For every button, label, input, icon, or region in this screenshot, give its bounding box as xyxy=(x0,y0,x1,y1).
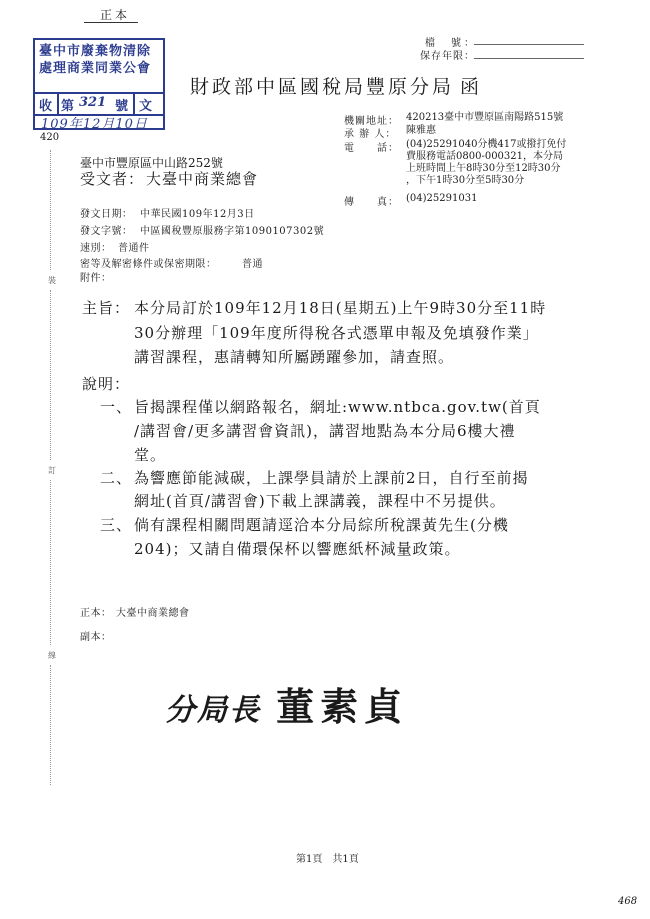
copy-mark-underline xyxy=(84,22,138,23)
explanation-line: 倘有課程相關問題請逕洽本分局綜所稅課黃先生(分機 xyxy=(134,516,509,534)
security-label: 密等及解密條件或保密期限： xyxy=(80,259,217,270)
document-number-label: 發文字號： xyxy=(80,226,133,237)
explanation-line: 網址(首頁/講習會)下載上課講義，課程中不另提供。 xyxy=(134,492,506,510)
subject-line: 講習課程，惠請轉知所屬踴躍參加，請查照。 xyxy=(134,348,455,366)
stamp-number: 321 xyxy=(79,95,107,110)
explanation-line: 堂。 xyxy=(134,446,167,464)
binding-mark-line: 線 xyxy=(48,651,56,660)
original-recipient: 大臺中商業總會 xyxy=(116,608,190,619)
file-number-line xyxy=(474,44,584,45)
phone-line: (04)25291040分機417或撥打免付 xyxy=(406,139,567,150)
file-number-label: 檔 號： xyxy=(425,38,477,49)
stamp-receive: 收 xyxy=(39,99,53,114)
binding-mark-bind: 裝 xyxy=(48,276,56,285)
stamp-number-suffix: 號 xyxy=(115,99,129,114)
speed-label: 速別： xyxy=(80,243,112,254)
subject-label: 主旨： xyxy=(82,299,131,317)
agency-address: 420213臺中市豐原區南陽路515號 xyxy=(406,112,564,123)
fax-number: (04)25291031 xyxy=(406,193,478,204)
handler-label: 承 辦 人： xyxy=(344,129,397,140)
page-number: 第1頁 共1頁 xyxy=(296,854,359,865)
explanation-marker: 三、 xyxy=(100,516,133,534)
receipt-stamp xyxy=(33,38,165,130)
signature-block xyxy=(165,676,408,731)
explanation-line: /講習會/更多講習會資訊)，講習地點為本分局6樓大禮 xyxy=(134,422,516,440)
binding-dotted-line xyxy=(50,290,51,460)
corner-note: 468 xyxy=(618,896,638,907)
phone-line: 費服務電話0800-000321，本分局 xyxy=(406,151,564,162)
explanation-label: 說明： xyxy=(82,375,131,393)
retention-label: 保存年限： xyxy=(420,51,475,62)
subject-line: 本分局訂於109年12月18日(星期五)上午9時30分至11時 xyxy=(134,299,547,317)
speed-value: 普通件 xyxy=(118,243,150,254)
phone-label: 電 話： xyxy=(344,143,399,154)
explanation-line: 旨揭課程僅以網路報名，網址:www.ntbca.gov.tw(首頁 xyxy=(134,398,541,416)
binding-dotted-line xyxy=(50,665,51,785)
carbon-copy-label: 副本： xyxy=(80,632,112,643)
binding-dotted-line xyxy=(50,150,51,270)
stamp-handwritten-note: 420 xyxy=(40,132,60,143)
explanation-marker: 一、 xyxy=(100,398,133,416)
stamp-category: 文 xyxy=(139,99,153,114)
fax-label: 傳 真： xyxy=(344,197,399,208)
recipient-label: 受文者： xyxy=(80,170,145,188)
explanation-line: 204)；又請自備環保杯以響應紙杯減量政策。 xyxy=(134,540,461,558)
stamp-divider xyxy=(133,94,135,114)
stamp-organization xyxy=(39,43,151,77)
binding-mark-staple: 訂 xyxy=(48,466,56,475)
document-type: 函 xyxy=(460,76,480,98)
signature-title: 分局長 xyxy=(165,693,261,728)
phone-line: ，下午1時30分至5時30分 xyxy=(406,175,525,186)
signature-name: 董素貞 xyxy=(276,684,409,729)
security-value: 普通 xyxy=(242,259,263,270)
issue-date: 中華民國109年12月3日 xyxy=(140,209,255,220)
handler-name: 陳雅惠 xyxy=(406,125,436,136)
retention-line xyxy=(474,58,584,59)
original-recipient-label: 正本： xyxy=(80,608,112,619)
agency-title: 財政部中區國稅局豐原分局 xyxy=(190,76,455,98)
explanation-line: 為響應節能減碳，上課學員請於上課前2日，自行至前揭 xyxy=(134,469,529,487)
stamp-org-line2: 處理商業同業公會 xyxy=(39,61,152,76)
issue-date-label: 發文日期： xyxy=(80,209,133,220)
subject-line: 30分辦理「109年度所得稅各式憑單申報及免填發作業」 xyxy=(134,324,539,342)
attachment-label: 附件： xyxy=(80,273,112,284)
stamp-date: 109年12月10日 xyxy=(41,117,148,132)
address-label: 機關地址： xyxy=(344,116,399,127)
stamp-divider xyxy=(57,94,59,114)
phone-line: 上班時間上午8時30分至12時30分 xyxy=(406,163,561,174)
stamp-number-label: 第 xyxy=(61,99,75,114)
recipient-address: 臺中市豐原區中山路252號 xyxy=(80,156,223,170)
recipient-name: 大臺中商業總會 xyxy=(146,170,259,188)
document-number: 中區國稅豐原服務字第1090107302號 xyxy=(140,226,325,237)
stamp-org-line1: 臺中市廢棄物清除 xyxy=(39,44,152,59)
binding-dotted-line xyxy=(50,480,51,645)
explanation-marker: 二、 xyxy=(100,469,133,487)
original-copy-mark: 正本 xyxy=(100,8,131,22)
